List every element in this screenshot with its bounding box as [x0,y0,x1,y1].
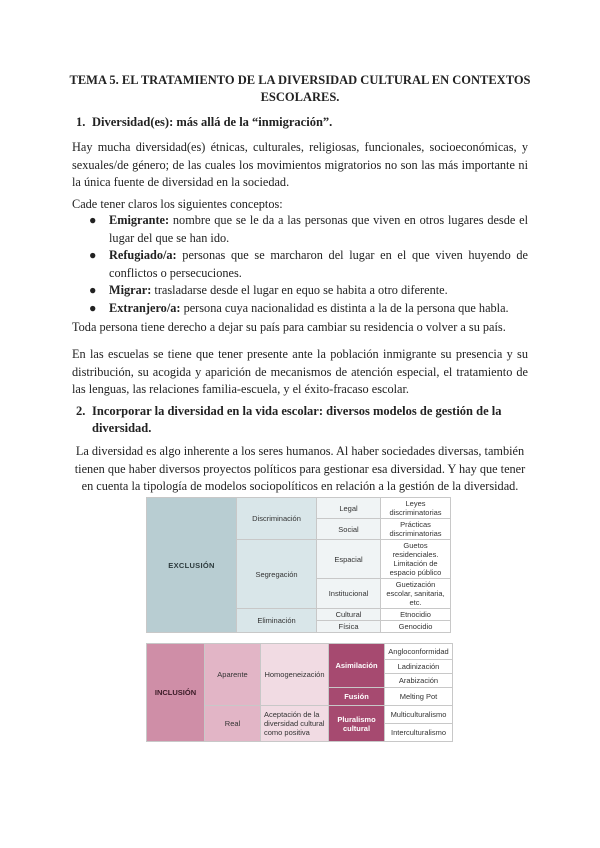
section-1-paragraph-2: Toda persona tiene derecho a dejar su país para cambiar su residencia o volver a su país. [72,320,506,334]
ladinizacion-label: Ladinización [385,660,453,674]
discriminacion-label: Discriminación [237,498,317,540]
multiculturalismo-label: Multiculturalismo [385,706,453,724]
section-1-paragraph-3: En las escuelas se tiene que tener presente ante la población inmigrante su presencia y su distribución, su acogida y aparición de mecanismos de atención especial, el tratamiento de las lenguas, las relaciones familia-escuela, y el éxito-fracaso escolar. [72,347,528,396]
concepts-list [72,212,528,317]
real-label: Real [205,706,261,742]
institucional-description: Guetización escolar, sanitaria, etc. [381,579,451,609]
angloconformidad-label: Angloconformidad [385,644,453,660]
concept-definition: nombre que se le da a las personas que viven en otros lugares desde el lugar del que se han ido. [109,213,528,245]
segregacion-label: Segregación [237,540,317,609]
bullet-icon: ● [89,300,97,315]
exclusion-table [146,497,451,633]
concept-term: Extranjero/a: [109,300,181,315]
concept-definition: personas que se marcharon del lugar en el que viven huyendo de conflictos o persecuciones. [109,248,528,280]
section-2-number: 2. [76,404,86,418]
bullet-icon: ● [89,248,97,262]
concept-item-extranjero [72,300,528,318]
section-2-title: Incorporar la diversidad en la vida escolar: diversos modelos de gestión de la diversidad. [92,404,502,435]
concept-definition: trasladarse desde el lugar en equo se habita a otro diferente. [151,283,448,297]
bullet-icon: ● [89,213,97,227]
fusion-label: Fusión [329,688,385,706]
espacial-label: Espacial [317,540,381,579]
legal-description: Leyes discriminatorias [381,498,451,519]
cultural-label: Cultural [317,609,381,621]
social-label: Social [317,519,381,540]
concept-term: Emigrante: [109,213,170,227]
espacial-description: Guetos residenciales. Limitación de espacio público [381,540,451,579]
legal-label: Legal [317,498,381,519]
pluralismo-cultural-label: Pluralismo cultural [329,706,385,742]
section-2-heading [76,403,528,437]
fisica-description: Genocidio [381,621,451,633]
aparente-label: Aparente [205,644,261,706]
document-title: TEMA 5. EL TRATAMIENTO DE LA DIVERSIDAD CULTURAL EN CONTEXTOS ESCOLARES. [69,73,531,104]
concept-item-refugiado [72,247,528,282]
fisica-label: Física [317,621,381,633]
institucional-label: Institucional [317,579,381,609]
section-1-number: 1. [76,115,86,129]
bullet-icon: ● [89,283,97,297]
inclusion-table [146,643,453,742]
section-2-paragraph-1: La diversidad es algo inherente a los seres humanos. Al haber sociedades diversas, también tienen que haber diversos proyectos políticos para gestionar esa diversidad. Y hay que tener en cuenta la tipología de modelos sociopolíticos en relación a la gestión de la diversidad. [74,444,526,493]
concept-term: Refugiado/a: [109,248,177,262]
section-1-heading [76,114,528,131]
exclusion-label: EXCLUSIÓN [147,498,237,633]
arabizacion-label: Arabización [385,674,453,688]
melting-pot-label: Melting Pot [385,688,453,706]
cultural-description: Etnocidio [381,609,451,621]
interculturalismo-label: Interculturalismo [385,724,453,742]
concept-term: Migrar: [109,283,152,297]
social-description: Prácticas discriminatorias [381,519,451,540]
section-1-title: Diversidad(es): más allá de la “inmigración”. [92,115,333,129]
homogeneizacion-label: Homogeneización [261,644,329,706]
aceptacion-label: Aceptación de la diversidad cultural como positiva [261,706,329,742]
section-1-paragraph-1: Hay mucha diversidad(es) étnicas, culturales, religiosas, funcionales, socioeconómicas, y sexuales/de género; de las cuales los movimientos migratorios no son las más importante ni la única fuente de diversidad en la sociedad. [72,140,528,189]
concept-item-emigrante [72,212,528,247]
concept-definition: persona cuya nacionalidad es distinta a la de la persona que habla. [180,300,509,315]
asimilacion-label: Asimilación [329,644,385,688]
concept-item-migrar [72,282,528,300]
inclusion-label: INCLUSIÓN [147,644,205,742]
concepts-intro: Cade tener claros los siguientes conceptos: [72,197,283,211]
eliminacion-label: Eliminación [237,609,317,633]
